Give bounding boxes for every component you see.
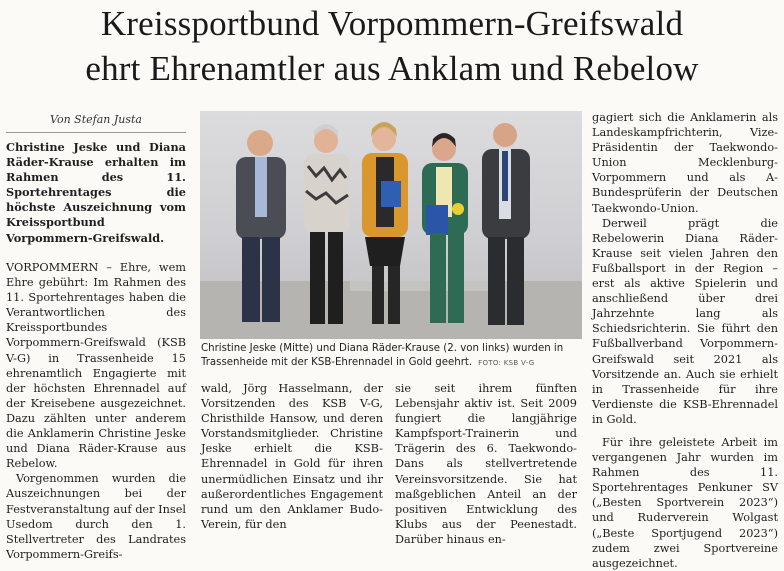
- award-photo: [200, 111, 582, 339]
- headline-line-2: ehrt Ehrenamtler aus Anklam und Rebelow: [85, 49, 699, 88]
- column-1-paragraph-2: Vorgenommen wurden die Auszeichnungen bei der Festveranstaltung auf der Insel Usedom durch den 1. Stellvertreter des Landrates Vorpommern-Greifs-: [6, 472, 186, 561]
- column-4-paragraph-3: Für ihre geleistete Arbeit im vergangenen Jahr wurden im Rahmen des 11. Sportehrentages Penkuner SV („Besten Sportverein 2023“) und Ruderverein Wolgast („Beste Sportjugend 2023“) zudem zwei Sportvereine ausgezeichnet.: [592, 435, 778, 570]
- column-2: [201, 381, 383, 532]
- headline-line-1: Kreissportbund Vorpommern-Greifswald: [100, 4, 684, 43]
- column-4: [592, 110, 778, 571]
- byline: Von Stefan Justa: [6, 113, 186, 133]
- column-3-paragraph-1: sie seit ihrem fünften Lebensjahr aktiv ist. Seit 2009 fungiert die langjährige Kampfsport-Trainerin und Trägerin des 6. Taekwondo-Dans als stellvertretende Vereinsvorsitzende. Sie hat maßgeblichen Anteil an der positiven Entwicklung des Klubs aus der Peenestadt. Darüber hinaus en-: [395, 382, 577, 546]
- photo-caption: [201, 342, 583, 370]
- column-1: [6, 260, 186, 562]
- photo-caption-text: Christine Jeske (Mitte) und Diana Räder-Krause (2. von links) wurden in Trassenheide mit der KSB-Ehrennadel in Gold geehrt.: [201, 343, 564, 368]
- column-4-paragraph-1: gagiert sich die Anklamerin als Landeskampfrichterin, Vize-Präsidentin der Taekwondo-Union Mecklenburg-Vorpommern und als A-Bundesprüferin der Deutschen Taekwondo-Union.: [592, 111, 778, 215]
- lead-paragraph: Christine Jeske und Diana Räder-Krause erhalten im Rahmen des 11. Sportehrentages die höchste Auszeichnung vom Kreissportbund Vorpommern-Greifswald.: [6, 140, 186, 245]
- award-photo-illustration: [200, 111, 582, 339]
- photo-credit: FOTO: KSB V-G: [478, 359, 535, 367]
- column-4-paragraph-2: Derweil prägt die Rebelowerin Diana Räder-Krause seit vielen Jahren den Fußballsport in der Region – erst als aktive Spielerin und anschließend über drei Jahrzehnte lang als Schiedsrichterin. Sie führt den Fußballverband Vorpommern-Greifswald seit 2021 als Vorsitzende an. Auch sie erhielt in Trassenheide für ihre Verdienste die KSB-Ehrennadel in Gold.: [592, 216, 778, 426]
- column-1-paragraph-1: VORPOMMERN – Ehre, wem Ehre gebührt: Im Rahmen des 11. Sportehrentages haben die Verantwortlichen des Kreissportbundes Vorpommern-Greifswald (KSB V-G) in Trassenheide 15 ehrenamtlich Engagierte mit der höchsten Ehrennadel auf der Kreisebene ausgezeichnet. Dazu zählten unter anderem die Anklamerin Christine Jeske und Diana Räder-Krause aus Rebelow.: [6, 261, 186, 471]
- column-3: [395, 381, 577, 547]
- column-2-paragraph-1: wald, Jörg Hasselmann, der Vorsitzenden des KSB V-G, Christhilde Hansow, und deren Vorstandsmitglieder. Christine Jeske erhielt die KSB-Ehrennadel in Gold für ihren unermüdlichen Einsatz und ihr außerordentliches Engagement rund um den Anklamer Budo-Verein, für den: [201, 382, 383, 531]
